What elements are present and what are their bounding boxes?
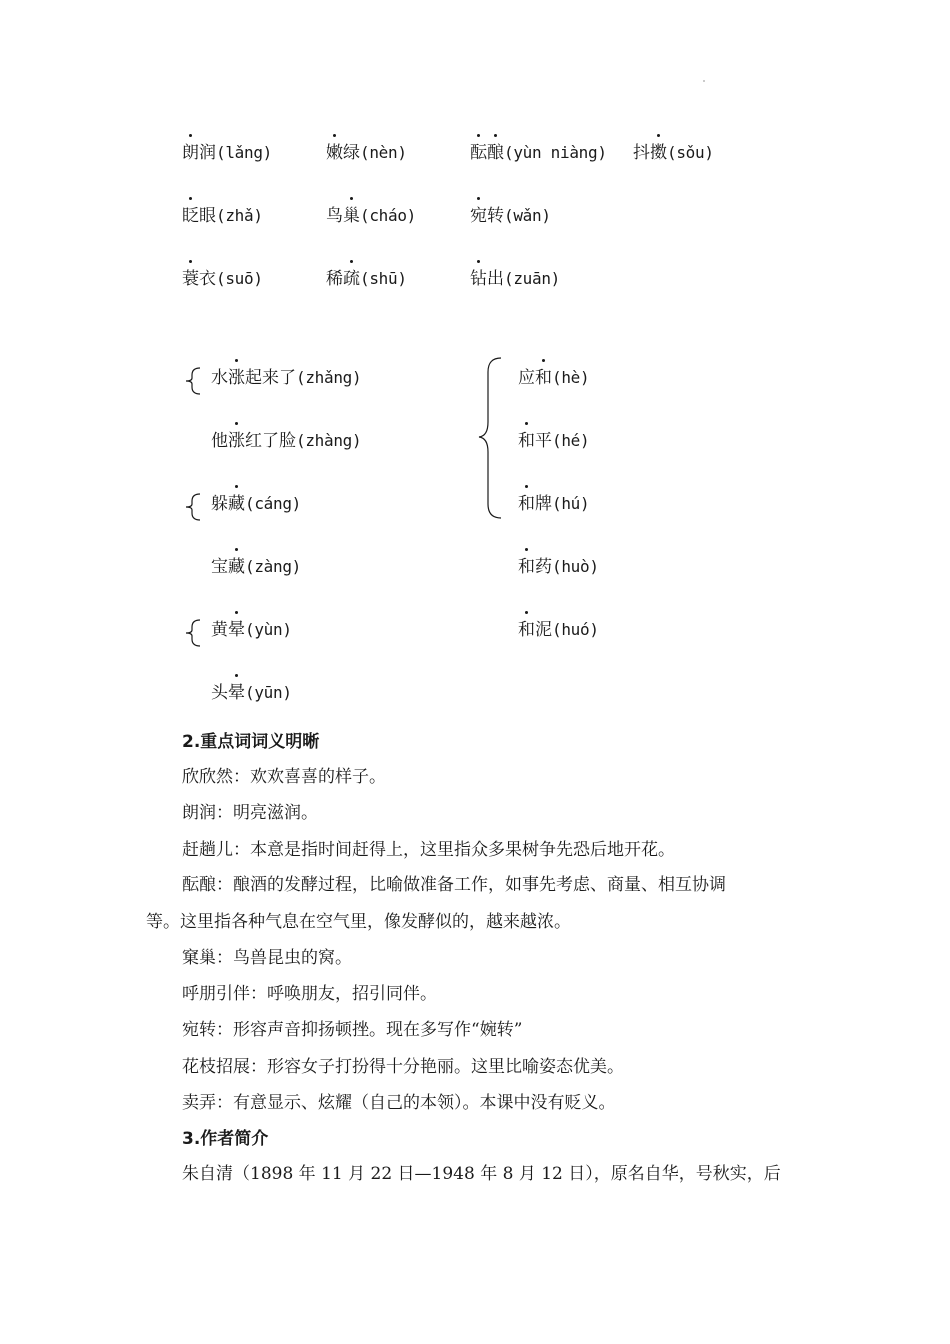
page-speck	[703, 80, 705, 82]
definition-line: 卖弄：有意显示、炫耀（自己的本领）。本课中没有贬义。	[182, 1093, 616, 1113]
definition-line: 朗润：明亮滋润。	[182, 803, 318, 823]
polyphone-item: 头晕(yūn)	[211, 683, 292, 703]
polyphone-item: 他涨红了脸(zhàng)	[211, 431, 362, 451]
polyphone-item: 黄晕(yùn)	[211, 620, 292, 640]
pron-word-7: 宛转(wǎn)	[470, 206, 551, 226]
definition-line: 窠巢：鸟兽昆虫的窝。	[182, 948, 352, 968]
polyphone-item: 和泥(huó)	[518, 620, 599, 640]
pron-word-2: 嫩绿(nèn)	[326, 143, 407, 163]
definition-line: 酝酿：酿酒的发酵过程，比喻做准备工作，如事先考虑、商量、相互协调	[182, 875, 726, 895]
pron-word-4: 抖擞(sǒu)	[633, 143, 714, 163]
brace-icon	[180, 618, 202, 648]
brace-icon	[180, 366, 202, 396]
polyphone-item: 和药(huò)	[518, 557, 599, 577]
definition-line: 欣欣然：欢欢喜喜的样子。	[182, 767, 386, 787]
definition-line: 赶趟儿：本意是指时间赶得上，这里指众多果树争先恐后地开花。	[182, 840, 675, 860]
section-2-heading: 2.重点词词义明晰	[182, 732, 320, 752]
polyphone-item: 宝藏(zàng)	[211, 557, 301, 577]
polyphone-item: 躲藏(cáng)	[211, 494, 301, 514]
polyphone-item: 水涨起来了(zhǎng)	[211, 368, 362, 388]
emphasis-char: 酿	[487, 143, 504, 163]
pron-word-8: 蓑衣(suō)	[182, 269, 263, 289]
author-bio-line: 朱自清（1898 年 11 月 22 日—1948 年 8 月 12 日），原名自华，号秋实，后	[182, 1164, 781, 1184]
emphasis-char: 酝	[470, 143, 487, 163]
brace-icon	[180, 492, 202, 522]
large-brace-icon	[476, 356, 504, 522]
definition-line-continued: 等。这里指各种气息在空气里，像发酵似的，越来越浓。	[146, 912, 571, 932]
definition-line: 呼朋引伴：呼唤朋友，招引同伴。	[182, 984, 437, 1004]
pron-word-5: 眨眼(zhǎ)	[182, 206, 263, 226]
pron-word-6: 鸟巢(cháo)	[326, 206, 416, 226]
polyphone-item: 应和(hè)	[518, 368, 590, 388]
definition-line: 花枝招展：形容女子打扮得十分艳丽。这里比喻姿态优美。	[182, 1057, 624, 1077]
polyphone-item: 和平(hé)	[518, 431, 590, 451]
pron-word-3: 酝酿(yùn niàng)	[470, 143, 607, 163]
definition-line: 宛转：形容声音抑扬顿挫。现在多写作“婉转”	[182, 1020, 523, 1040]
polyphone-item: 和牌(hú)	[518, 494, 590, 514]
pron-word-1: 朗润(lǎng)	[182, 143, 272, 163]
pron-word-9: 稀疏(shū)	[326, 269, 407, 289]
section-3-heading: 3.作者简介	[182, 1129, 269, 1149]
pron-word-10: 钻出(zuān)	[470, 269, 560, 289]
